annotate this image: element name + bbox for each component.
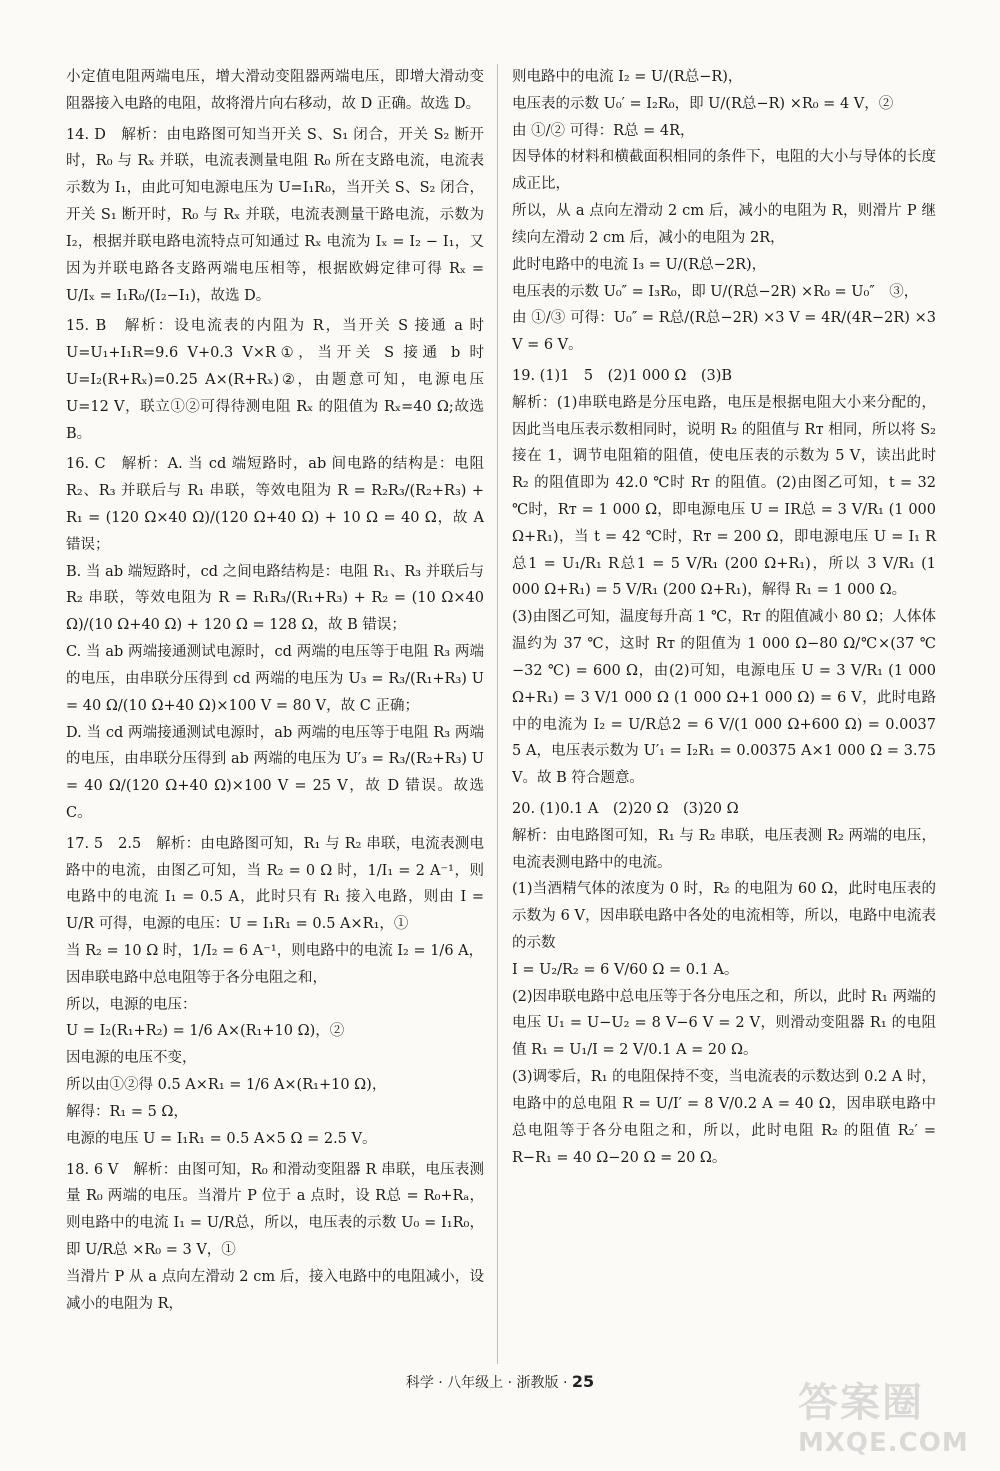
paragraph: 由 ①/③ 可得：U₀″ = R总/(R总−2R) ×3 V = 4R/(4R−2R) ×3 V = 6 V。: [512, 310, 936, 354]
paragraph: 电源的电压 U = I₁R₁ = 0.5 A×5 Ω = 2.5 V。: [66, 1130, 377, 1147]
paragraph: 电压表的示数 U₀′ = I₂R₀，即 U/(R总−R) ×R₀ = 4 V，②: [512, 95, 894, 112]
watermark-url: MXQE.COM: [798, 1428, 969, 1458]
paragraph: 当 R₂ = 10 Ω 时，1/I₂ = 6 A⁻¹，则电路中的电流 I₂ = 1/6 A，: [66, 943, 484, 959]
paragraph: (3)调零后，R₁ 的电阻保持不变，当电流表的示数达到 0.2 A 时，电路中的总电阻 R = U/I′ = 8 V/0.2 A = 40 Ω，因串联电路中总电阻等于各分电阻之和，所以，此时电阻 R₂ 的阻值 R₂′ = R−R₁ = 40 Ω−20 Ω = 20 Ω。: [512, 1069, 936, 1166]
answer-15: 15. B 解析：设电流表的内阻为 R，当开关 S 接通 a 时 U=U₁+I₁R=9.6 V+0.3 V×R①，当开关 S 接通 b 时 U=I₂(R+Rₓ)=0.25 A×(R+Rₓ)②，由题意可知，电源电压 U=12 V，联立①②可得待测电阻 Rₓ 的阻值为 Rₓ=40 Ω;故选 B。: [66, 318, 484, 442]
paragraph: 由 ①/② 可得：R总 = 4R，: [512, 122, 695, 139]
footer-label: 科学 · 八年级上 · 浙教版 ·: [405, 1375, 572, 1391]
paragraph: U = I₂(R₁+R₂) = 1/6 A×(R₁+10 Ω)，②: [66, 1023, 345, 1040]
answer-14: 14. D 解析：由电路图可知当开关 S、S₁ 闭合，开关 S₂ 断开时，R₀ 与 Rₓ 并联，电流表测量电阻 R₀ 所在支路电流，电流表示数为 I₁，由此可知电源电压为 U=I₁R₀，当开关 S、S₂ 闭合，开关 S₁ 断开时，R₀ 与 Rₓ 并联，电流表测量干路电流，示数为 I₂，根据并联电路电流特点可知通过 Rₓ 电流为 Iₓ = I₂ − I₁，又因为并联电路各支路两端电压相等，根据欧姆定律可得 Rₓ = U/Iₓ = I₁R₀/(I₂−I₁)，故选 D。: [66, 126, 484, 304]
paragraph: (1)当酒精气体的浓度为 0 时，R₂ 的电阻为 60 Ω，此时电压表的示数为 6 V，因串联电路中各处的电流相等，所以，电路中电流表的示数: [512, 881, 936, 951]
paragraph: I = U₂/R₂ = 6 V/60 Ω = 0.1 A。: [512, 961, 739, 978]
watermark-text: 答案圈: [798, 1380, 924, 1426]
paragraph: 电压表的示数 U₀″ = I₃R₀，即 U/(R总−2R) ×R₀ = U₀″ ③，: [512, 283, 919, 300]
paragraph: 解得：R₁ = 5 Ω，: [66, 1103, 188, 1120]
answer-20: 20. (1)0.1 A (2)20 Ω (3)20 Ω: [512, 800, 739, 817]
paragraph: (3)由图乙可知，温度每升高 1 ℃，Rᴛ 的阻值减小 80 Ω；人体体温约为 37 ℃，这时 Rᴛ 的阻值为 1 000 Ω−80 Ω/℃×(37 ℃−32 ℃) = 600 Ω，由(2)可知，电源电压 U = 3 V/R₁ (1 000 Ω+R₁) = 3 V/1 000 Ω (1 000 Ω+1 000 Ω) = 6 V，此时电路中的电流为 I₂ = U/R总2 = 6 V/(1 000 Ω+600 Ω) = 0.0037 5 A，电压表示数为 U′₁ = I₂R₁ = 0.00375 A×1 000 Ω = 3.75 V。故 B 符合题意。: [512, 609, 936, 787]
right-column: [512, 64, 936, 1171]
answer-16-c: C. 当 ab 两端接通测试电源时，cd 两端的电压等于电阻 R₃ 两端的电压，由串联分压得到 cd 两端的电压为 U₃ = R₃/(R₁+R₃) U = 40 Ω/(10 Ω+40 Ω)×100 V = 80 V，故 C 正确；: [66, 644, 484, 714]
paragraph: 所以由①②得 0.5 A×R₁ = 1/6 A×(R₁+10 Ω)，: [66, 1077, 387, 1094]
paragraph: 因导体的材料和横截面积相同的条件下，电阻的大小与导体的长度成正比，: [512, 149, 936, 193]
paragraph: 所以，从 a 点向左滑动 2 cm 后，减小的电阻为 R，则滑片 P 继续向左滑动 2 cm 后，减小的电阻为 2R，: [512, 203, 936, 246]
paragraph: (2)因串联电路中总电压等于各分电压之和，所以，此时 R₁ 两端的电压 U₁ = U−U₂ = 8 V−6 V = 2 V，则滑动变阻器 R₁ 的电阻值 R₁ = U₁/I = 2 V/0.1 A = 20 Ω。: [512, 988, 936, 1059]
answer-16-d: D. 当 cd 两端接通测试电源时，ab 两端的电压等于电阻 R₃ 两端的电压，由串联分压得到 ab 两端的电压为 U′₃ = R₃/(R₂+R₃) U = 40 Ω/(120 Ω+40 Ω)×100 V = 25 V，故 D 错误。故选 C。: [66, 724, 484, 821]
answer-16-b: B. 当 ab 端短路时，cd 之间电路结构是：电阻 R₁、R₃ 并联后与 R₂ 串联，等效电阻为 R = R₁R₃/(R₁+R₃) + R₂ = (10 Ω×40 Ω)/(10 Ω+40 Ω) + 120 Ω = 128 Ω，故 B 错误；: [66, 563, 484, 634]
paragraph: 因电源的电压不变，: [66, 1050, 197, 1067]
answer-19: 19. (1)1 5 (2)1 000 Ω (3)B: [512, 367, 733, 384]
answer-17: 17. 5 2.5 解析：由电路图可知，R₁ 与 R₂ 串联，电流表测电路中的电流，由图乙可知，当 R₂ = 0 Ω 时，1/I₁ = 2 A⁻¹，则电路中的电流 I₁ = 0.5 A，此时只有 R₁ 接入电路，则由 I = U/R 可得，电源的电压：U = I₁R₁ = 0.5 A×R₁，①: [66, 835, 484, 933]
paragraph: 解析：由电路图可知，R₁ 与 R₂ 串联，电压表测 R₂ 两端的电压，电流表测电路中的电流。: [512, 827, 936, 871]
paragraph: 所以，电源的电压：: [66, 996, 197, 1013]
column-divider: [497, 64, 498, 1364]
paragraph: 小定值电阻两端电压，增大滑动变阻器两端电压，即增大滑动变阻器接入电路的电阻，故将滑片向右移动，故 D 正确。故选 D。: [66, 69, 484, 112]
left-column: [66, 64, 484, 1317]
answer-16-a: 16. C 解析：A. 当 cd 端短路时，ab 间电路的结构是：电阻 R₂、R₃ 并联后与 R₁ 串联，等效电阻为 R = R₂R₃/(R₂+R₃) + R₁ = (120 Ω×40 Ω)/(120 Ω+40 Ω) + 10 Ω = 40 Ω，故 A 错误；: [66, 456, 484, 553]
paragraph: 当滑片 P 从 a 点向左滑动 2 cm 后，接入电路中的电阻减小，设减小的电阻为 R，: [66, 1268, 484, 1312]
paragraph: 此时电路中的电流 I₃ = U/(R总−2R)，: [512, 256, 767, 273]
page-number: 25: [571, 1372, 595, 1391]
paragraph: 因串联电路中总电阻等于各分电阻之和，: [66, 969, 327, 986]
paragraph: 解析：(1)串联电路是分压电路，电压是根据电阻大小来分配的，因此当电压表示数相同时，说明 R₂ 的阻值与 Rᴛ 相同，所以将 S₂ 接在 1，调节电阻箱的阻值，使电压表的示数为 5 V，读出此时 R₂ 的阻值即为 42.0 ℃时 Rᴛ 的阻值。(2)由图乙可知，t = 32 ℃时，Rᴛ = 1 000 Ω，即电源电压 U = IR总 = 3 V/R₁ (1 000 Ω+R₁)，当 t = 42 ℃时，Rᴛ = 200 Ω，即电源电压 U = I₁ R总1 = U₁/R₁ R总1 = 5 V/R₁ (200 Ω+R₁)，所以 3 V/R₁ (1 000 Ω+R₁) = 5 V/R₁ (200 Ω+R₁)，解得 R₁ = 1 000 Ω。: [512, 394, 936, 599]
answer-18: 18. 6 V 解析：由图可知，R₀ 和滑动变阻器 R 串联，电压表测量 R₀ 两端的电压。当滑片 P 位于 a 点时，设 R总 = R₀+Rₐ，则电路中的电流 I₁ = U/R总，所以，电压表的示数 U₀ = I₁R₀，即 U/R总 ×R₀ = 3 V，①: [66, 1161, 484, 1258]
watermark-logo: [798, 1371, 978, 1461]
paragraph: 则电路中的电流 I₂ = U/(R总−R)，: [512, 69, 743, 85]
